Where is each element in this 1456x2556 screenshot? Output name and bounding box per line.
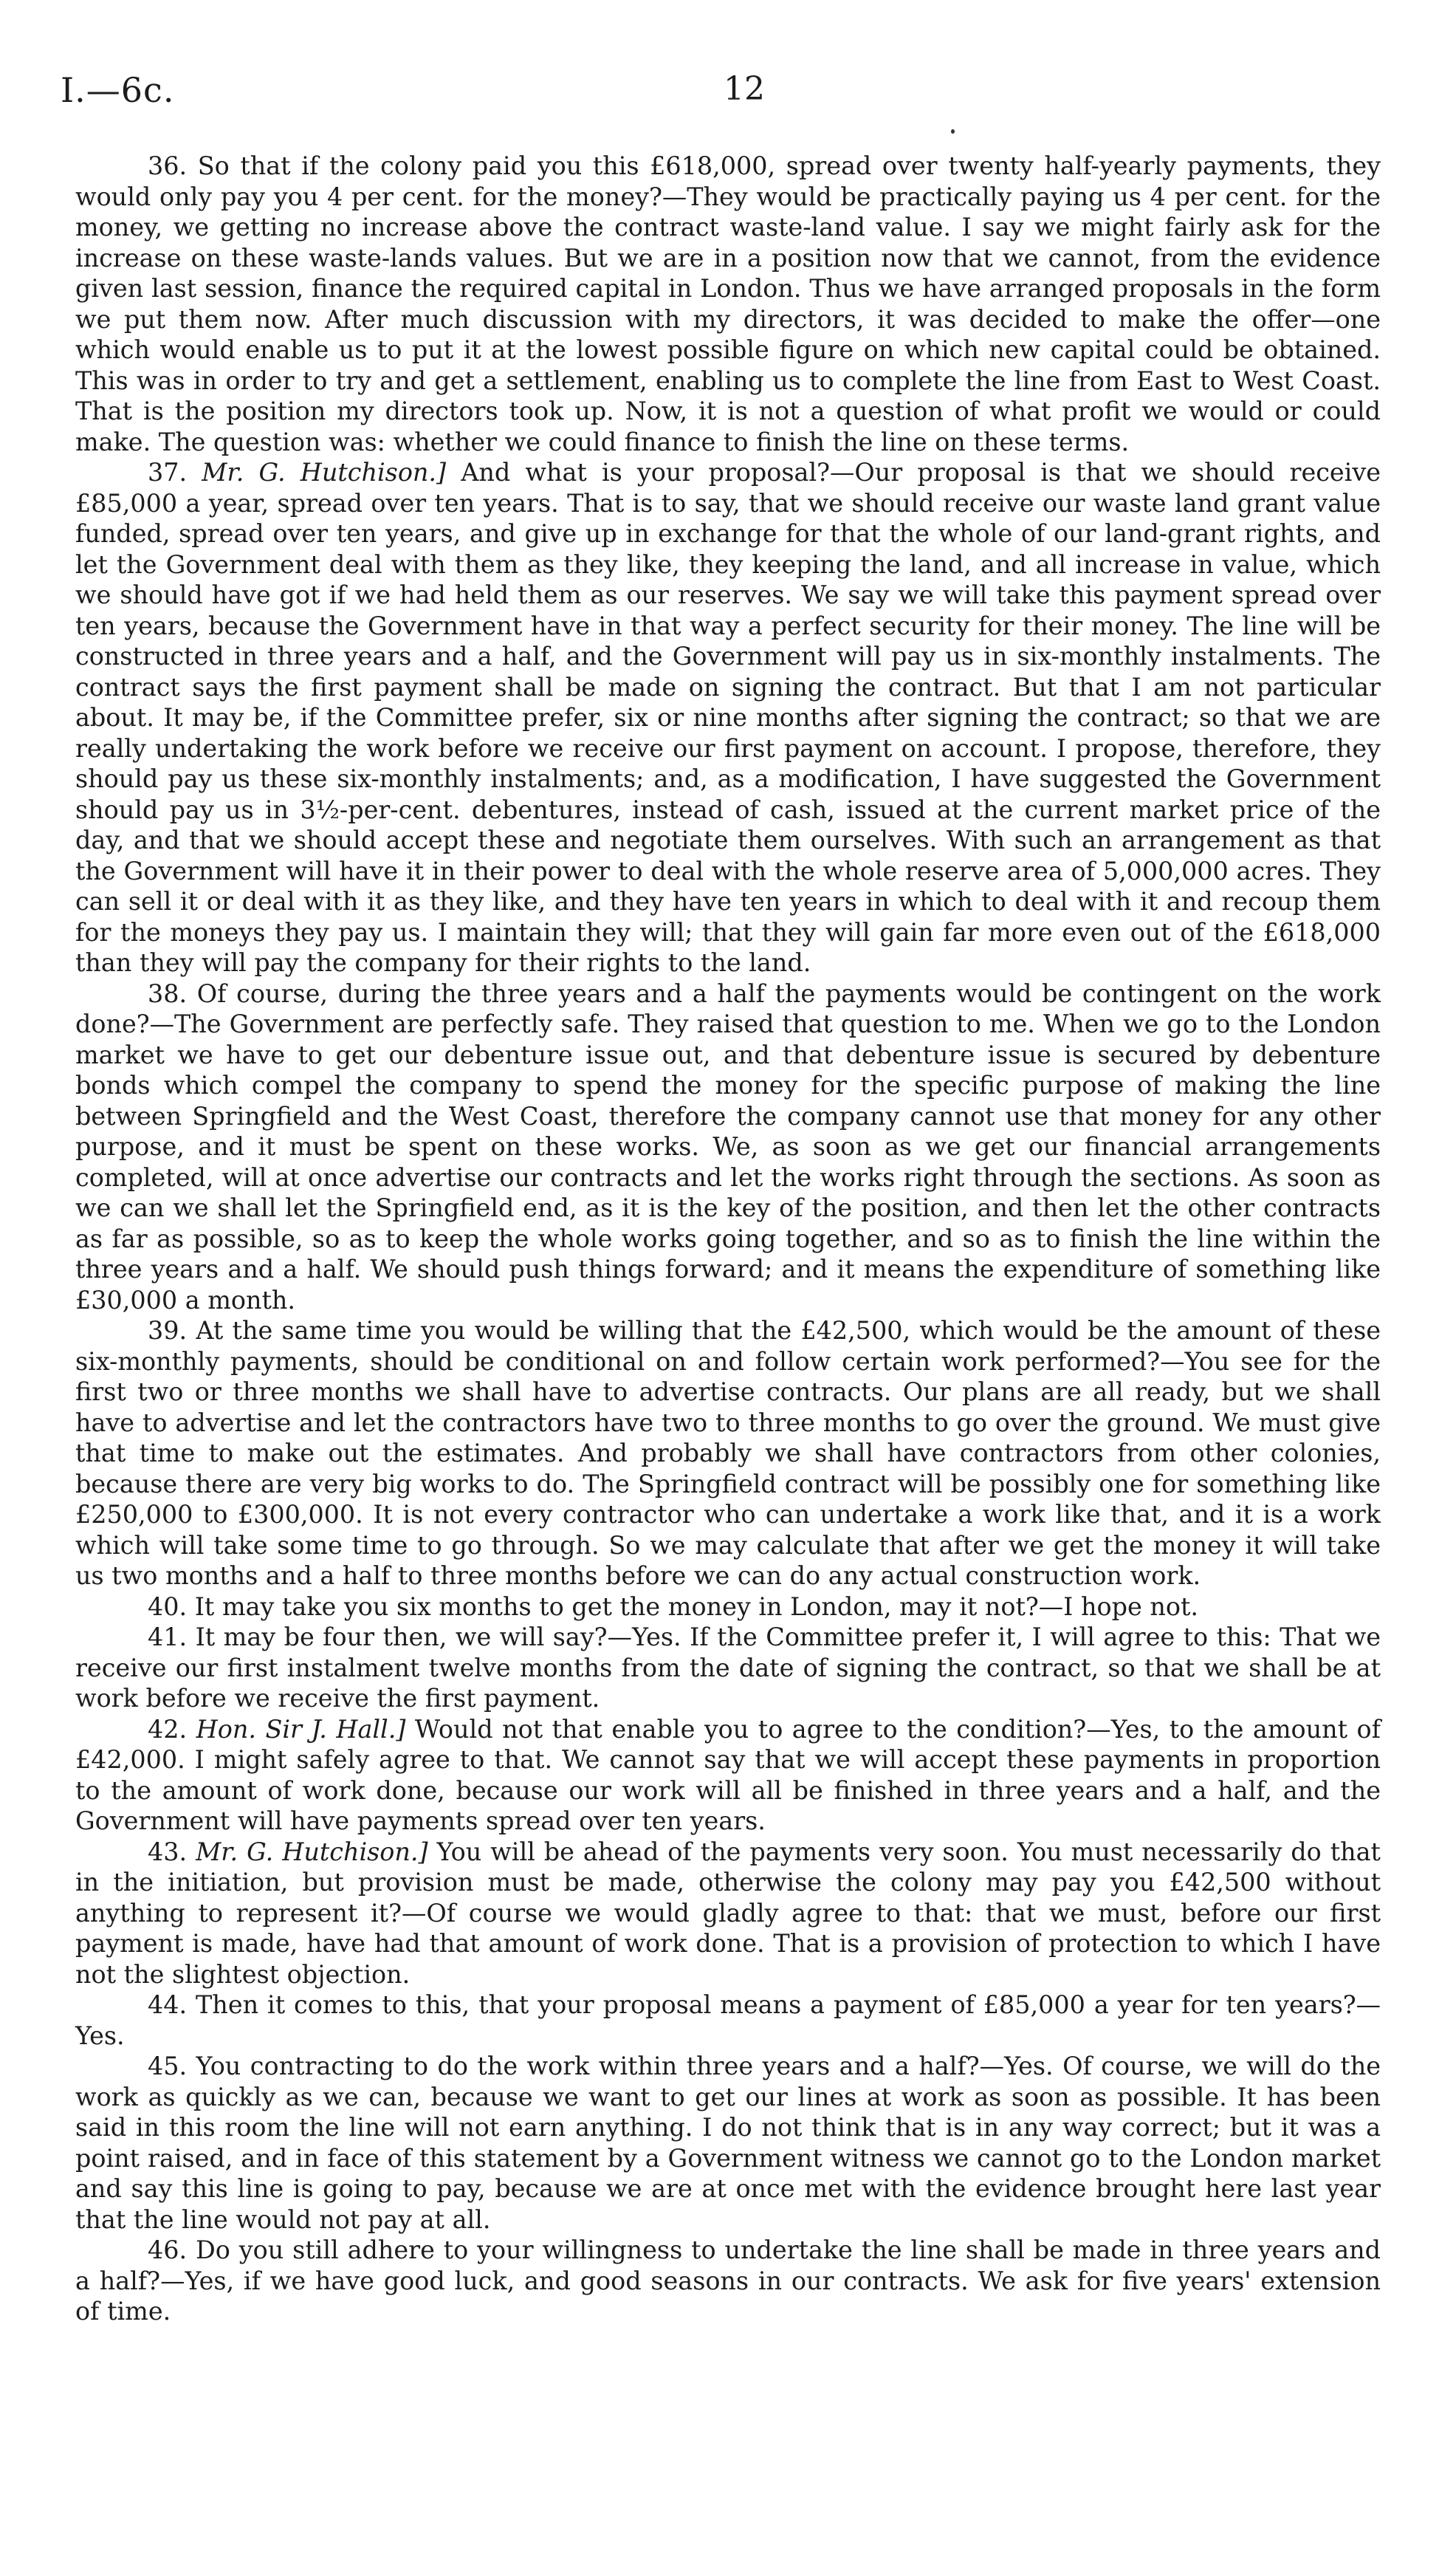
paragraph-text: 40. It may take you six months to get the money in London, may it not?—I hope not. — [148, 1591, 1198, 1621]
paragraph-37 — [75, 457, 1381, 979]
page-header — [61, 70, 1393, 122]
ink-speck — [951, 129, 955, 134]
paragraph-text: Would not that enable you to agree to the condition?—Yes, to the amount of £42,000. I might safely agree to that. We cannot say that we will accept these payments in proportion to the amount of work done, because our work will all be finished in three years and a half, and the Government will have payments spread over ten years. — [75, 1714, 1381, 1835]
paragraph-38 — [75, 979, 1381, 1316]
paragraph-44 — [75, 1990, 1381, 2051]
document-reference: I.—6c. — [61, 70, 175, 110]
page-number: 12 — [724, 70, 765, 108]
paragraph-text: 41. It may be four then, we will say?—Yes. If the Committee prefer it, I will agree to this: That we receive our first instalment twelve months from the date of signing the contract, so that we shall be at work before we receive the first payment. — [75, 1623, 1381, 1713]
speaker-name: Mr. G. Hutchison.] — [202, 458, 447, 487]
paragraph-text: 38. Of course, during the three years and a half the payments would be contingent on the work done?—The Government are perfectly safe. They raised that question to me. When we go to the London market we have to get our debenture issue out, and that debenture issue is secured by debenture bonds which compel the company to spend the money for the specific purpose of making the line between Springfield and the West Coast, therefore the company cannot use that money for any other purpose, and it must be spent on these works. We, as soon as we get our financial arrangements completed, will at once advertise our contracts and let the works right through the sections. As soon as we can we shall let the Springfield end, as it is the key of the position, and then let the other contracts as far as possible, so as to keep the whole works going together, and so as to finish the line within the three years and a half. We should push things forward; and it means the expenditure of something like £30,000 a month. — [75, 979, 1381, 1315]
speaker-name: Hon. Sir J. Hall.] — [196, 1714, 406, 1744]
speaker-name: Mr. G. Hutchison.] — [196, 1837, 428, 1866]
paragraph-45 — [75, 2051, 1381, 2235]
paragraph-text: And what is your proposal?—Our proposal is that we should receive £85,000 a year, spread over ten years. That is to say, that we should receive our waste land grant value funded, spread over ten years, and give up in exchange for that the whole of our land-grant rights, and let the Government deal with them as they like, they keeping the land, and all increase in value, which we should have got if we had held them as our reserves. We say we will take this payment spread over ten years, because the Government have in that way a perfect security for their money. The line will be constructed in three years and a half, and the Government will pay us in six-monthly instalments. The contract says the first payment shall be made on signing the contract. But that I am not particular about. It may be, if the Committee prefer, six or nine months after signing the contract; so that we are really undertaking the work before we receive our first payment on account. I propose, therefore, they should pay us these six-monthly instalments; and, as a modification, I have suggested the Government should pay us in 3½-per-cent. debentures, instead of cash, issued at the current market price of the day, and that we should accept these and negotiate them ourselves. With such an arrangement as that the Government will have it in their power to deal with the whole reserve area of 5,000,000 acres. They can sell it or deal with it as they like, and they have ten years in which to deal with it and recoup them for the moneys they pay us. I maintain they will; that they will gain far more even out of the £618,000 than they will pay the company for their rights to the land. — [75, 458, 1381, 977]
question-number: 43. — [148, 1837, 188, 1866]
paragraph-text: 39. At the same time you would be willing that the £42,500, which would be the amount of these six-monthly payments, should be conditional on and follow certain work performed?—You see for the first two or three months we shall have to advertise contracts. Our plans are all ready, but we shall have to advertise and let the contractors have two to three months to go over the ground. We must give that time to make out the estimates. And probably we shall have contractors from other colonies, because there are very big works to do. The Springfield contract will be possibly one for something like £250,000 to £300,000. It is not every contractor who can undertake a work like that, and it is a work which will take some time to go through. So we may calculate that after we get the money it will take us two months and a half to three months before we can do any actual construction work. — [75, 1316, 1381, 1590]
question-number: 42. — [148, 1714, 188, 1744]
paragraph-text: 46. Do you still adhere to your willingness to undertake the line shall be made in three years and a half?—Yes, if we have good luck, and good seasons in our contracts. We ask for five years' extension of time. — [75, 2235, 1381, 2326]
paragraph-46 — [75, 2235, 1381, 2327]
evidence-body — [75, 151, 1381, 2327]
paragraph-text: You will be ahead of the payments very soon. You must necessarily do that in the initiation, but provision must be made, otherwise the colony may pay you £42,500 without anything to represent it?—Of course we would gladly agree to that: that we must, before our first payment is made, have had that amount of work done. That is a provision of protection to which I have not the slightest objection. — [75, 1837, 1381, 1989]
paragraph-36 — [75, 151, 1381, 457]
paragraph-text: 44. Then it comes to this, that your proposal means a payment of £85,000 a year for ten years?—Yes. — [75, 1990, 1381, 2050]
paragraph-39 — [75, 1315, 1381, 1591]
paragraph-text: 36. So that if the colony paid you this £618,000, spread over twenty half-yearly payments, they would only pay you 4 per cent. for the money?—They would be practically paying us 4 per cent. for the money, we getting no increase above the contract waste-land value. I say we might fairly ask for the increase on these waste-lands values. But we are in a position now that we cannot, from the evidence given last session, finance the required capital in London. Thus we have arranged proposals in the form we put them now. After much discussion with my directors, it was decided to make the offer—one which would enable us to put it at the lowest possible figure on which new capital could be obtained. This was in order to try and get a settlement, enabling us to complete the line from East to West Coast. That is the position my directors took up. Now, it is not a question of what profit we would or could make. The question was: whether we could finance to finish the line on these terms. — [75, 151, 1381, 456]
paragraph-43 — [75, 1837, 1381, 1990]
question-number: 37. — [148, 458, 188, 487]
paragraph-41 — [75, 1622, 1381, 1714]
paragraph-42 — [75, 1714, 1381, 1837]
paragraph-40 — [75, 1591, 1381, 1623]
paragraph-text: 45. You contracting to do the work within three years and a half?—Yes. Of course, we will do the work as quickly as we can, because we want to get our lines at work as soon as possible. It has been said in this room the line will not earn anything. I do not think that is in any way correct; but it was a point raised, and in face of this statement by a Government witness we cannot go to the London market and say this line is going to pay, because we are at once met with the evidence brought here last year that the line would not pay at all. — [75, 2052, 1381, 2234]
